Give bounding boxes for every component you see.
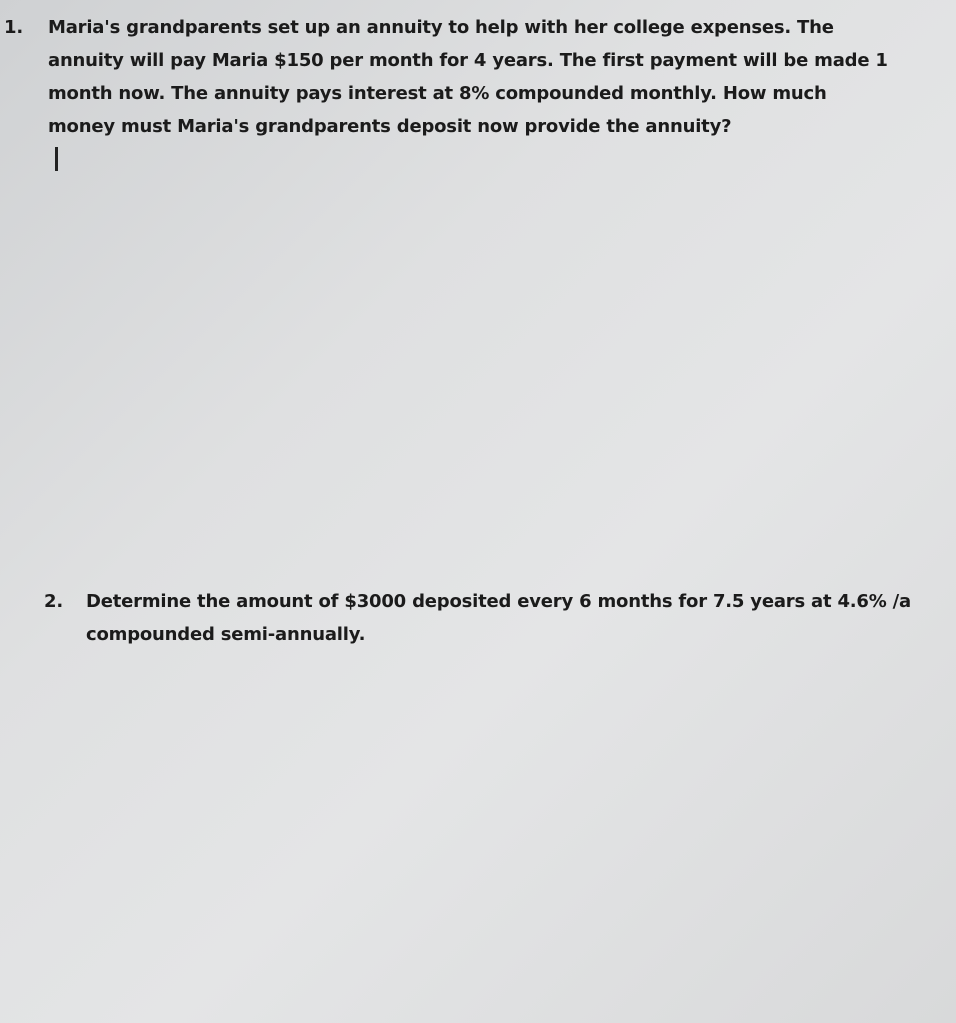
question-line: Determine the amount of $3000 deposited every 6 months for 7.5 years at 4.6% /a [86,591,911,612]
question-line: Maria's grandparents set up an annuity to help with her college expenses. The [48,17,834,38]
question-line: annuity will pay Maria $150 per month for 4 years. The first payment will be made 1 [48,50,888,71]
question-line: compounded semi-annually. [86,624,366,645]
question-line: money must Maria's grandparents deposit now provide the annuity? [48,116,732,137]
text-cursor[interactable] [55,147,58,171]
question-text [86,585,936,651]
question-number: 2. [44,591,63,612]
question-text [48,11,928,143]
question-number: 1. [4,17,23,38]
question-line: month now. The annuity pays interest at 8% compounded monthly. How much [48,83,827,104]
